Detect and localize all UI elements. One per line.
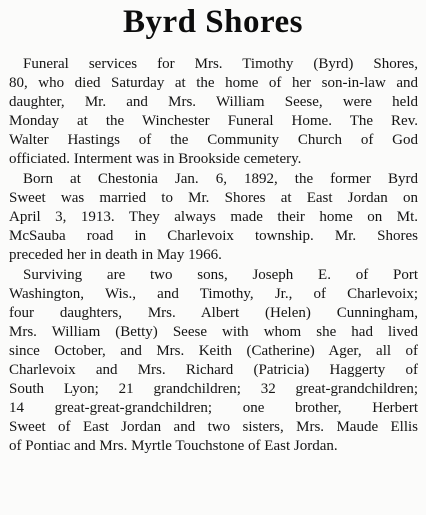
paragraph-2-line-1: Born at Chestonia Jan. 6, 1892, the former Byrd [23,171,418,187]
paragraph-3-line-8: 14 great-great-grandchildren; one brother, Herbert [9,400,418,416]
paragraph-1-line-3: daughter, Mr. and Mrs. William Seese, were held [9,94,418,110]
paragraph-1-line-1: Funeral services for Mrs. Timothy (Byrd) Shores, [23,56,418,72]
paragraph-3-line-5: since October, and Mrs. Keith (Catherine) Ager, all of [9,343,418,359]
paragraph-3-line-6: Charlevoix and Mrs. Richard (Patricia) Haggerty of [9,362,418,378]
paragraph-1-line-5: Walter Hastings of the Community Church of God [9,132,418,148]
paragraph-3-line-10: of Pontiac and Mrs. Myrtle Touchstone of East Jordan. [9,438,338,454]
paragraph-1-line-2: 80, who died Saturday at the home of her son-in-law and [9,75,418,91]
paragraph-2-line-5: preceded her in death in May 1966. [9,247,222,263]
paragraph-2-line-4: McSauba road in Charlevoix township. Mr. Shores [9,228,418,244]
paragraph-3-line-3: four daughters, Mrs. Albert (Helen) Cunningham, [9,305,418,321]
paragraph-3-line-4: Mrs. William (Betty) Seese with whom she had lived [9,324,418,340]
paragraph-3-line-1: Surviving are two sons, Joseph E. of Port [23,267,418,283]
paragraph-1-line-6: officiated. Interment was in Brookside cemetery. [9,151,302,167]
paragraph-3-line-2: Washington, Wis., and Timothy, Jr., of Charlevoix; [9,286,418,302]
paragraph-3-line-9: Sweet of East Jordan and two sisters, Mrs. Maude Ellis [9,419,418,435]
paragraph-3-line-7: South Lyon; 21 grandchildren; 32 great-grandchildren; [9,381,418,397]
obituary-headline: Byrd Shores [122,4,303,40]
paragraph-1-line-4: Monday at the Winchester Funeral Home. The Rev. [9,113,418,129]
paragraph-2-line-3: April 3, 1913. They always made their home on Mt. [9,209,418,225]
paragraph-2-line-2: Sweet was married to Mr. Shores at East Jordan on [9,190,418,206]
